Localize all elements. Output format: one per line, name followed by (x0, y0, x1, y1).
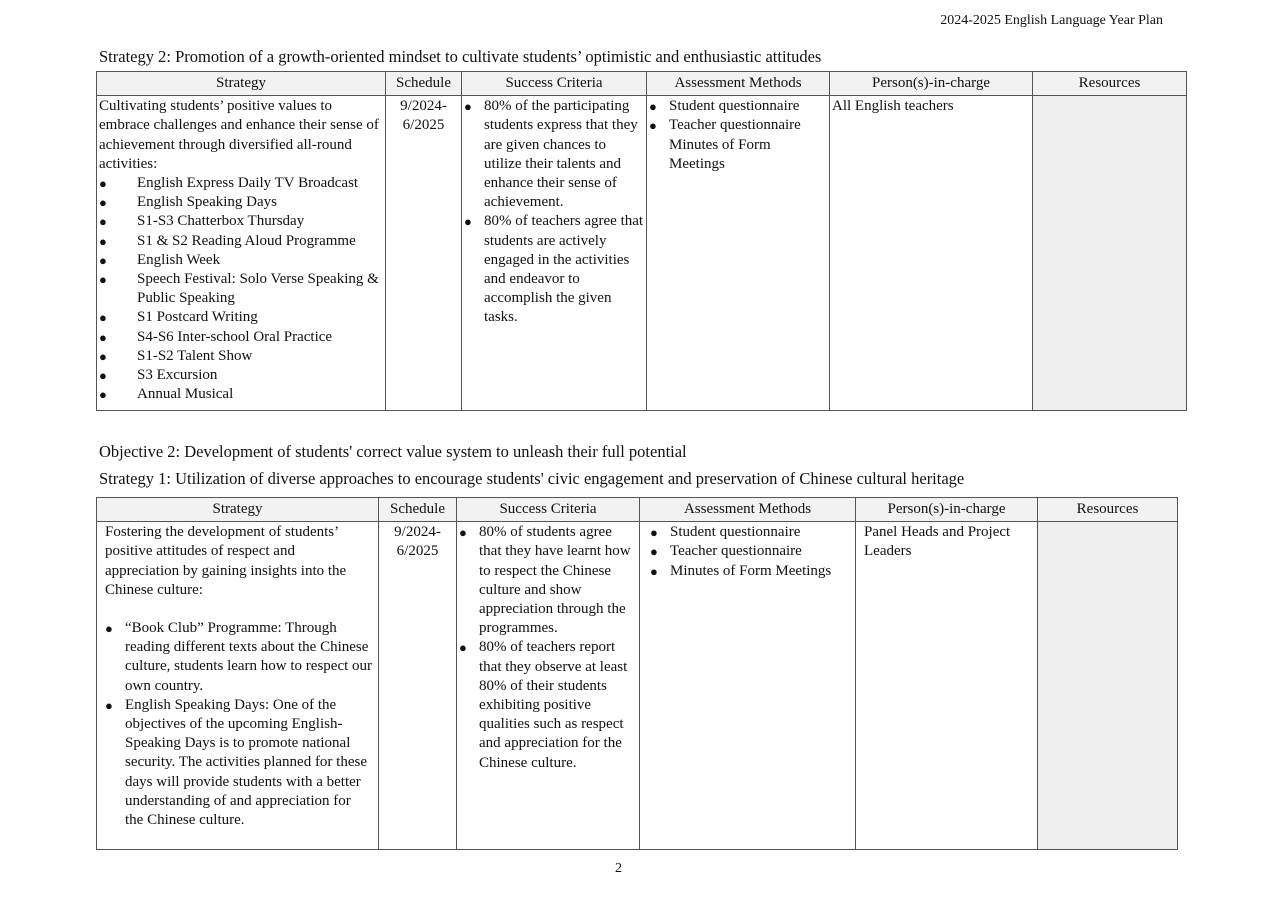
list-item: ● S3 Excursion (99, 366, 383, 385)
assessment-methods-cell (647, 96, 830, 411)
strategy-cell (97, 522, 379, 850)
list-item: ● Student questionnaire (650, 523, 853, 542)
list-item: ● “Book Club” Programme: Through reading different texts about the Chinese culture, students learn how to respect our own country. (105, 619, 372, 696)
col-header-resources: Resources (1033, 72, 1187, 96)
col-header-success-criteria: Success Criteria (457, 498, 640, 522)
success-criteria-list (464, 97, 644, 327)
list-item: ● English Speaking Days (99, 193, 383, 212)
section2-heading: Strategy 1: Utilization of diverse approaches to encourage students' civic engagement and preservation of Chinese cultural heritage (99, 469, 965, 488)
list-item: ● Speech Festival: Solo Verse Speaking & Public Speaking (99, 270, 383, 308)
col-header-resources: Resources (1038, 498, 1178, 522)
list-item: ● 80% of teachers agree that students are actively engaged in the activities and endeavor to accomplish the given tasks. (464, 212, 644, 327)
table-row (97, 96, 1187, 411)
spacer (105, 600, 372, 619)
page-number: 2 (615, 861, 622, 876)
objective-heading: Objective 2: Development of students' correct value system to unleash their full potential (99, 442, 687, 461)
list-item: ● Minutes of Form Meetings (650, 562, 853, 581)
activity-list (99, 174, 383, 404)
resources-cell (1038, 522, 1178, 850)
strategy-list (105, 619, 372, 830)
resources-cell (1033, 96, 1187, 411)
strategy-intro: Fostering the development of students’ positive attitudes of respect and appreciation by gaining insights into the Chinese culture: (105, 524, 347, 598)
list-item: ● English Week (99, 251, 383, 270)
list-item: ● English Speaking Days: One of the objectives of the upcoming English-Speaking Days is to promote national security. The activities planned for these days will provide students with a better understanding of and appreciation for the Chinese culture. (105, 696, 372, 830)
list-item: ● Teacher questionnaire (649, 116, 827, 135)
list-item: ● S1 & S2 Reading Aloud Programme (99, 232, 383, 251)
list-item: ● English Express Daily TV Broadcast (99, 174, 383, 193)
table-header-row (97, 498, 1178, 522)
list-item: ● Student questionnaire (649, 97, 827, 116)
persons-in-charge-cell: All English teachers (830, 96, 1033, 411)
page-header: 2024-2025 English Language Year Plan (940, 13, 1163, 28)
list-item: ● 80% of students agree that they have learnt how to respect the Chinese culture and show appreciation through the programmes. (459, 523, 637, 638)
col-header-strategy: Strategy (97, 498, 379, 522)
table-row (97, 522, 1178, 850)
schedule-cell: 9/2024-6/2025 (379, 522, 457, 850)
col-header-persons-in-charge: Person(s)-in-charge (830, 72, 1033, 96)
list-item: ● Teacher questionnaire (650, 542, 853, 561)
assessment-extra: Minutes of Form Meetings (669, 136, 771, 172)
col-header-strategy: Strategy (97, 72, 386, 96)
year-plan-table-1 (96, 71, 1187, 411)
list-item: ● S1-S3 Chatterbox Thursday (99, 212, 383, 231)
list-item: ● 80% of the participating students express that they are given chances to utilize their talents and enhance their sense of achievement. (464, 97, 644, 212)
assessment-list (649, 97, 827, 135)
table-header-row (97, 72, 1187, 96)
success-criteria-list (459, 523, 637, 773)
col-header-assessment-methods: Assessment Methods (640, 498, 856, 522)
col-header-assessment-methods: Assessment Methods (647, 72, 830, 96)
strategy-cell (97, 96, 386, 411)
schedule-cell: 9/2024-6/2025 (386, 96, 462, 411)
list-item: ● S1 Postcard Writing (99, 308, 383, 327)
success-criteria-cell (462, 96, 647, 411)
col-header-persons-in-charge: Person(s)-in-charge (856, 498, 1038, 522)
list-item: ● 80% of teachers report that they observe at least 80% of their students exhibiting positive qualities such as respect and appreciation for the Chinese culture. (459, 638, 637, 772)
persons-in-charge-cell: Panel Heads and Project Leaders (856, 522, 1038, 850)
assessment-methods-cell (640, 522, 856, 850)
list-item: ● Annual Musical (99, 385, 383, 404)
list-item: ● S1-S2 Talent Show (99, 347, 383, 366)
col-header-schedule: Schedule (386, 72, 462, 96)
strategy-intro: Cultivating students’ positive values to embrace challenges and enhance their sense of achievement through diversified all-round activities: (99, 98, 379, 172)
list-item: ● S4-S6 Inter-school Oral Practice (99, 328, 383, 347)
assessment-list (642, 523, 853, 581)
success-criteria-cell (457, 522, 640, 850)
col-header-success-criteria: Success Criteria (462, 72, 647, 96)
year-plan-table-2 (96, 497, 1178, 850)
section1-heading: Strategy 2: Promotion of a growth-oriented mindset to cultivate students’ optimistic and enthusiastic attitudes (99, 47, 822, 66)
col-header-schedule: Schedule (379, 498, 457, 522)
